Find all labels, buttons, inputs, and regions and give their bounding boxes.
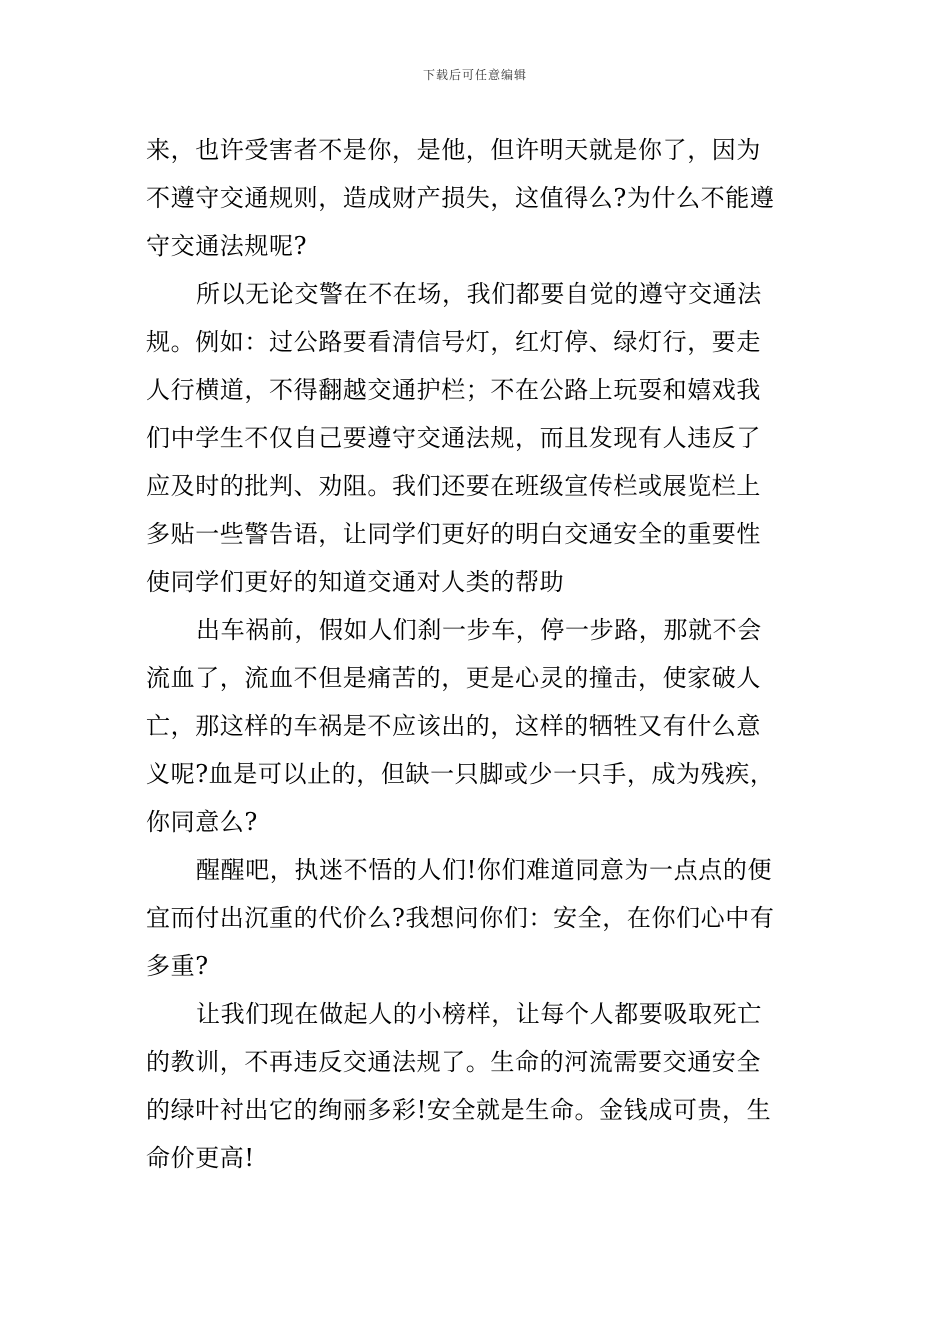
text-line: 流血了，流血不但是痛苦的，更是心灵的撞击，使家破人 bbox=[146, 664, 761, 692]
text-line: 义呢?血是可以止的，但缺一只脚或少一只手，成为残疾， bbox=[146, 760, 775, 788]
text-line: 多重? bbox=[146, 952, 209, 980]
text-line: 的绿叶衬出它的绚丽多彩!安全就是生命。金钱成可贵，生 bbox=[146, 1096, 772, 1124]
document-body bbox=[146, 126, 810, 1182]
text-line: 命价更高! bbox=[146, 1144, 255, 1172]
page-header: 下载后可任意编辑 bbox=[422, 68, 527, 82]
paragraph-first-line: 出车祸前，假如人们刹一步车，停一步路，那就不会 bbox=[196, 616, 762, 644]
text-line: 的教训，不再违反交通法规了。生命的河流需要交通安全 bbox=[146, 1048, 761, 1076]
text-line: 们中学生不仅自己要遵守交通法规，而且发现有人违反了 bbox=[146, 424, 761, 452]
text-line: 使同学们更好的知道交通对人类的帮助 bbox=[146, 568, 565, 596]
text-line: 规。例如：过公路要看清信号灯，红灯停、绿灯行，要走 bbox=[146, 328, 761, 356]
text-line: 亡，那这样的车祸是不应该出的，这样的牺牲又有什么意 bbox=[146, 712, 761, 740]
paragraph-first-line: 醒醒吧，执迷不悟的人们!你们难道同意为一点点的便 bbox=[196, 856, 773, 884]
text-line: 你同意么? bbox=[146, 808, 258, 836]
paragraph-first-line: 让我们现在做起人的小榜样，让每个人都要吸取死亡 bbox=[196, 1000, 762, 1028]
text-line: 来，也许受害者不是你，是他，但许明天就是你了，因为 bbox=[146, 136, 761, 164]
text-line: 不遵守交通规则，造成财产损失，这值得么?为什么不能遵 bbox=[146, 184, 775, 212]
paragraph-first-line: 所以无论交警在不在场，我们都要自觉的遵守交通法 bbox=[196, 280, 762, 308]
text-line: 宜而付出沉重的代价么?我想问你们：安全，在你们心中有 bbox=[146, 904, 775, 932]
text-line: 应及时的批判、劝阻。我们还要在班级宣传栏或展览栏上 bbox=[146, 472, 761, 500]
text-line: 多贴一些警告语，让同学们更好的明白交通安全的重要性 bbox=[146, 520, 761, 548]
text-line: 人行横道，不得翻越交通护栏；不在公路上玩耍和嬉戏我 bbox=[146, 376, 761, 404]
text-line: 守交通法规呢? bbox=[146, 232, 308, 260]
